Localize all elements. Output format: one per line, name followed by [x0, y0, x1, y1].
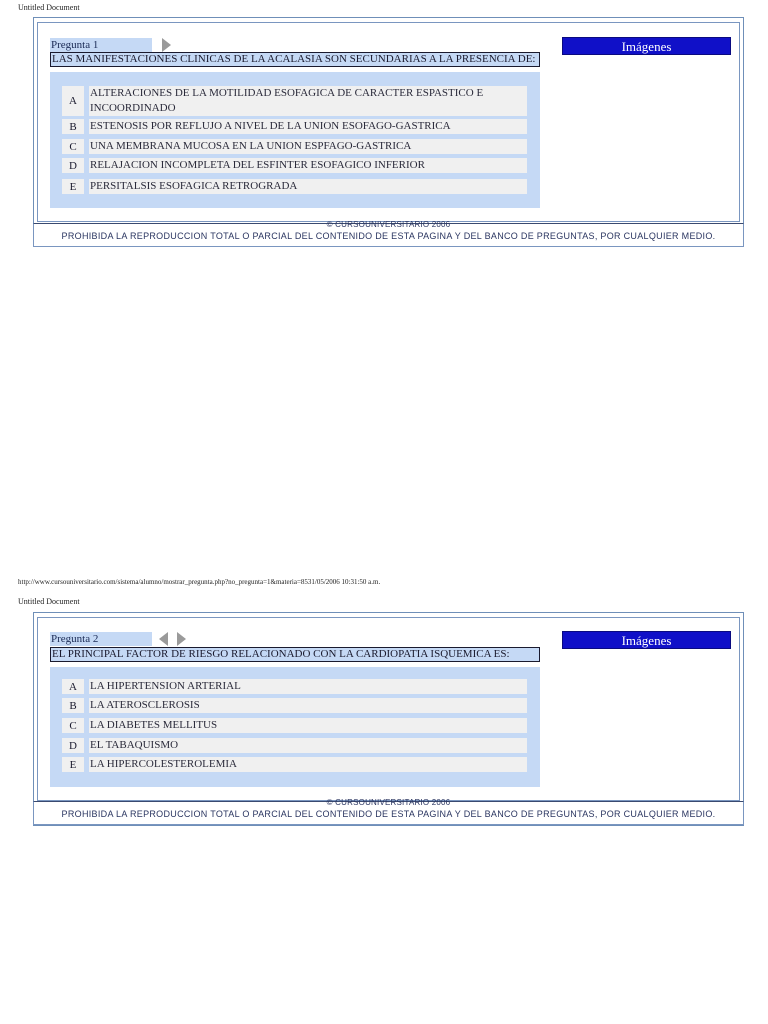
answer-option-e[interactable] — [62, 179, 527, 194]
answer-option-c[interactable] — [62, 139, 527, 154]
option-letter: C — [62, 718, 84, 733]
option-text: LA ATEROSCLEROSIS — [89, 698, 527, 713]
question-number-label: Pregunta 2 — [50, 632, 152, 646]
answer-option-c[interactable] — [62, 718, 527, 733]
option-text: LA HIPERTENSION ARTERIAL — [89, 679, 527, 694]
option-letter: A — [62, 679, 84, 694]
images-button[interactable]: Imágenes — [562, 37, 731, 55]
print-footer-url: http://www.cursouniversitario.com/sistema/alumno/mostrar_pregunta.php?no_pregunta=1&materia=8531/05/2006 10:31:50 a.m. — [18, 578, 381, 586]
option-text: ESTENOSIS POR REFLUJO A NIVEL DE LA UNION ESOFAGO-GASTRICA — [89, 119, 527, 134]
option-text: ALTERACIONES DE LA MOTILIDAD ESOFAGICA DE CARACTER ESPASTICO E INCOORDINADO — [89, 86, 527, 116]
option-text: LA HIPERCOLESTEROLEMIA — [89, 757, 527, 772]
copyright-text: © CURSOUNIVERSITARIO 2006 — [326, 798, 451, 807]
option-letter: A — [62, 86, 84, 116]
reproduction-notice: PROHIBIDA LA REPRODUCCION TOTAL O PARCIAL DEL CONTENIDO DE ESTA PAGINA Y DEL BANCO DE PREGUNTAS, POR CUALQUIER MEDIO. — [61, 231, 716, 241]
document-title: Untitled Document — [18, 3, 80, 12]
answer-option-b[interactable] — [62, 698, 527, 713]
answer-option-a[interactable] — [62, 86, 527, 116]
question-number-label: Pregunta 1 — [50, 38, 152, 52]
arrow-right-icon[interactable] — [162, 38, 171, 52]
option-letter: E — [62, 179, 84, 194]
question-text: EL PRINCIPAL FACTOR DE RIESGO RELACIONADO CON LA CARDIOPATIA ISQUEMICA ES: — [50, 647, 540, 662]
arrow-right-icon[interactable] — [177, 632, 186, 646]
answer-option-d[interactable] — [62, 158, 527, 173]
copyright-bar — [33, 798, 744, 825]
images-button[interactable]: Imágenes — [562, 631, 731, 649]
option-text: LA DIABETES MELLITUS — [89, 718, 527, 733]
arrow-left-icon[interactable] — [159, 632, 168, 646]
option-letter: B — [62, 698, 84, 713]
option-letter: E — [62, 757, 84, 772]
reproduction-notice: PROHIBIDA LA REPRODUCCION TOTAL O PARCIAL DEL CONTENIDO DE ESTA PAGINA Y DEL BANCO DE PREGUNTAS, POR CUALQUIER MEDIO. — [61, 809, 716, 819]
option-letter: D — [62, 738, 84, 753]
option-letter: B — [62, 119, 84, 134]
answers-panel — [50, 72, 540, 208]
answer-option-d[interactable] — [62, 738, 527, 753]
answer-option-a[interactable] — [62, 679, 527, 694]
option-letter: D — [62, 158, 84, 173]
option-text: EL TABAQUISMO — [89, 738, 527, 753]
option-letter: C — [62, 139, 84, 154]
answer-option-e[interactable] — [62, 757, 527, 772]
document-title: Untitled Document — [18, 597, 80, 606]
question-text: LAS MANIFESTACIONES CLINICAS DE LA ACALASIA SON SECUNDARIAS A LA PRESENCIA DE: — [50, 52, 540, 67]
option-text: UNA MEMBRANA MUCOSA EN LA UNION ESPFAGO-GASTRICA — [89, 139, 527, 154]
answers-panel — [50, 667, 540, 787]
option-text: PERSITALSIS ESOFAGICA RETROGRADA — [89, 179, 527, 194]
answer-option-b[interactable] — [62, 119, 527, 134]
copyright-text: © CURSOUNIVERSITARIO 2006 — [326, 220, 451, 229]
option-text: RELAJACION INCOMPLETA DEL ESFINTER ESOFAGICO INFERIOR — [89, 158, 527, 173]
copyright-bar — [33, 220, 744, 247]
